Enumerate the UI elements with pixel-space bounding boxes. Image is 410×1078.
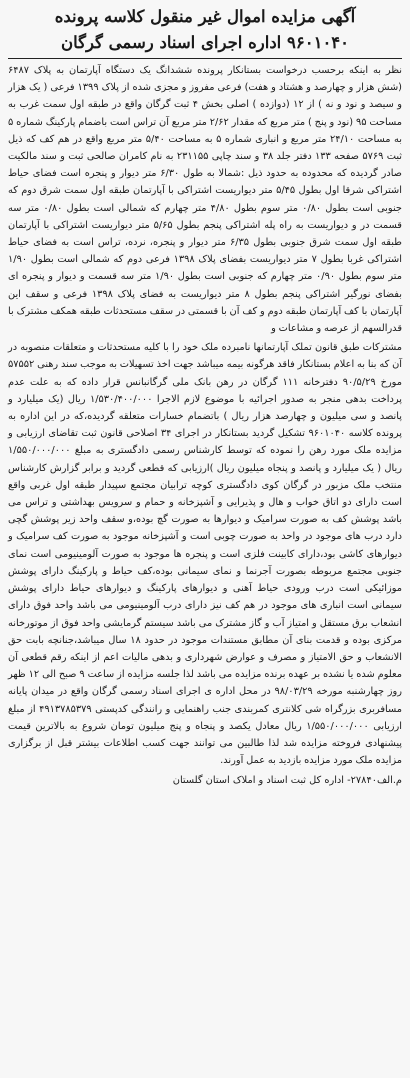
notice-paragraph-2: مشترکات طبق قانون تملک آپارتمانها نامبرده ملک خود را با کلیه مستحدثات و متعلقات منصوبه در آن که بنا به اعلام بستانکار فاقد هرگونه بیمه میباشد جهت اخذ تسهیلات به موجب سند رهنی ۵۷۵۵۲ مورخ ۹۰/۵/۲۹ دفترخانه ۱۱۱ گرگان در رهن بانک ملی گرگانبانس قرار داده که به علت عدم پرداخت بدهی منجر به صدور اجرائیه با موضوع لازم الاجرا ۱/۵۳۰/۴۰۰/۰۰۰ ریال (یک میلیارد و پانصد و سی میلیون و چهارصد هزار ریال ) باتضمام خسارات متعلقه گردیده،که در این اداره به پرونده کلاسه ۹۶۰۱۰۴۰ تشکیل گردید بستانکار در اجرای ۳۴ اصلاحی قانون ثبت تقاضای ارزیابی و مزایده ملک مورد رهن را نموده که توسط کارشناس رسمی دادگستری به مبلغ ۱/۵۵۰/۰۰۰/۰۰۰ ریال ( یک میلیارد و پانصد و پنجاه میلیون ریال )ارزیابی که قطعی گردید و برابر گزارش کارشناس منتخب ملک مزبور در گرگان کوی دادگستری کوچه ترابیان مجتمع سپیدار طبقه اول غربی واقع است دارای دو اتاق خواب و هال و پذیرایی و آشپزخانه و حمام و سرویس بهداشتی و تراس می باشد پوشش کف به صورت سرامیک و دیوارها به صورت گچ بوده،و سقف واحد زیر پوشش گچی دارد درب های موجود در واحد به صورت چوبی است و آشپزخانه موجود به صورت کف سرامیک و دیوارهای کاشی بود،دارای کابینت فلزی است و پنجره ها موجود به صورت آلومینیومی است نمای جنوبی مجتمع مربوطه بصورت آجرنما و نمای سیمانی بوده،کف حیاط و پارکینگ دارای پوشش موزائیکی است درب ورودی حیاط آهنی و دیوارهای پارکینگ و دیوارهای حیاط دارای پوشش سیمانی است انباری های موجود در هم کف نیز دارای درب آلومینیومی می باشد واحد فوق دارای انشعاب برق مستقل و امتیاز آب و گاز مشترک می باشد سیستم گرمایشی واحد فوق از موتورخانه مرکزی بوده و قدمت بنای آن مطابق مستندات موجود در حدود ۱۸ سال میباشد،جنانچه بابت حق الانشعاب و حق الامتیاز و مصرف و عوارض شهرداری و بدهی مالیات اعم از اینکه رقم قطعی آن معلوم شده یا نشده بر عهده برنده مزایده می باشد لذا جلسه مزایده از ساعت ۹ صبح الی ۱۲ ظهر روز چهارشنبه مورخه ۹۸/۰۳/۲۹ در محل اداره ی اجرای اسناد رسمی گرگان واقع در میدان پایانه مسافربری بزرگراه شی کلانتری کمربندی جنب راهنمایی و رانندگی کدپستی ۴۹۱۳۷۸۵۳۷۹ از مبلغ ارزیابی ۱/۵۵۰/۰۰۰/۰۰۰ ریال معادل یکصد و پنجاه و پنج میلیون تومان شروع به بالاترین قیمت پیشنهادی فروخته مزایده شد لذا طالبین می توانند جهت کسب اطلاعات بیشتر قبل از برگزاری مزایده ملک مورد مزایده بازدید به عمل آورند. xyxy=(8,342,403,767)
notice-signature: م.الف۲۷۸۴۰- اداره کل ثبت اسناد و املاک استان گلستان xyxy=(172,775,402,787)
notice-paragraph-1: نظر به اینکه برحسب درخواست بستانکار پرونده ششدانگ یک دستگاه آپارتمان به پلاک ۶۴۸۷ (شش هزار و چهارصد و هشتاد و هفت) فرعی مفروز و مجزی شده از پلاک ۱۳۹۹ فرعی ( یک هزار و سیصد و نود و نه ) از ۱۲ (دوازده ) اصلی بخش ۴ ثبت گرگان واقع در طبقه اول سمت غرب به مساحت ۹۵ (نود و پنج ) متر مربع که مقدار ۲/۶۲ متر مربع آن تراس است باضمام پارکینگ شماره ۵ به مساحت ۲۴/۱۰ متر مربع و انباری شماره ۵ به مساحت ۵/۴۰ متر مربع واقع در هم کف که ذیل ثبت ۵۷۶۹ صفحه ۱۳۳ دفتر جلد ۳۸ و سند چاپی ۲۳۱۱۵۵ به نام کامران صالحی ثبت و سند مالکیت صادر گردیده که محدوده به حدود ذیل :شمالا به طول ۶/۳۰ متر دیوار و پنجره است فضای حیاط اشتراکی شرقا اول بطول ۵/۴۵ متر دیواریست اشتراکی با آپارتمان طبقه اول سمت شرق دوم که جنوبی است بطول ۰/۸۰ متر سوم بطول ۴/۸۰ متر چهارم که شمالی است بطول ۰/۸۰ متر سه قسمت در و دیواریست به راه پله اشتراکی پنجم بطول ۵/۶۵ متر دیواریست اشتراکی با آپارتمان طبقه اول سمت شرق جنوبی بطول ۶/۳۵ متر دیوار و پنجره، نرده، تراس است به فضای حیاط اشتراکی غربا بطول ۷ متر دیواریست بفضای پلاک ۱۳۹۸ فرعی دوم که شمالی است بطول ۱/۹۰ متر سوم بطول ۰/۹۰ متر چهارم که جنوبی است بطول ۱/۹۰ متر سه قسمت و دیوار و پنجره ای بفضای نورگیر اشتراکی پنجم بطول ۸ متر دیواریست به فضای پلاک ۱۳۹۸ فرعی و سقف این آپارتمان با کف آپارتمان طبقه دوم و کف آن با قسمتی در سقف مستحدثات طبقه همکف مشترک با قدرالسهم از عرصه و مشاعات و xyxy=(8,65,403,335)
notice-title-line-1: آگهی مزایده اموال غیر منقول کلاسه پرونده xyxy=(54,7,356,26)
notice-title-line-2: ۹۶۰۱۰۴۰ اداره اجرای اسناد رسمی گرگان xyxy=(60,33,350,52)
title-divider xyxy=(8,58,402,59)
